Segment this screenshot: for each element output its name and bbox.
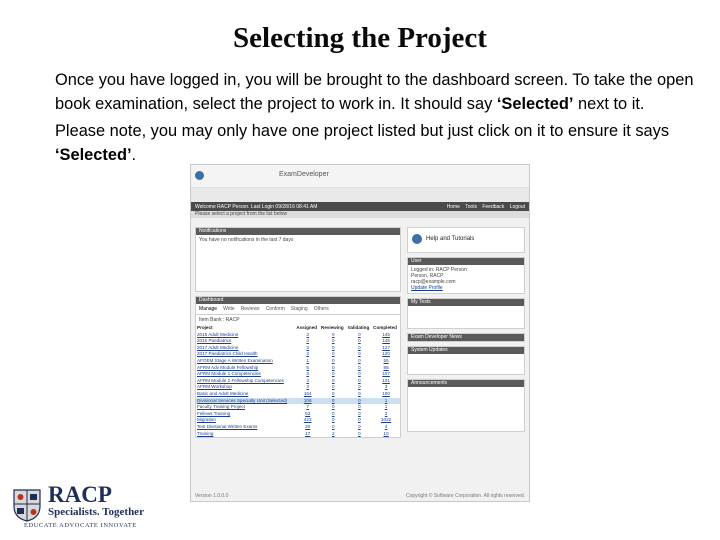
help-label: Help and Tutorials <box>426 236 475 242</box>
project-row[interactable] <box>196 404 400 411</box>
project-count[interactable]: 0 <box>358 351 361 357</box>
system-updates-body <box>408 354 524 374</box>
project-count[interactable]: 0 <box>331 331 335 337</box>
project-count[interactable]: 0 <box>331 371 335 377</box>
project-count[interactable]: 0 <box>331 338 335 344</box>
footer-copyright: Copyright © Software Corporation. All rights reserved. <box>405 493 525 499</box>
my-tests-header: My Tests <box>408 299 524 306</box>
project-row[interactable] <box>196 338 400 345</box>
user-line: racp@example.com <box>411 279 456 285</box>
notifications-body: You have no notifications in the last 7 days <box>199 237 294 243</box>
project-count[interactable]: 3 <box>306 344 309 350</box>
project-name-link[interactable]: 2015 Paediatrics <box>197 338 232 344</box>
project-count[interactable]: 0 <box>358 364 361 370</box>
app-footer <box>195 493 525 499</box>
user-line: Person, RACP <box>411 273 444 279</box>
project-count[interactable]: 0 <box>358 384 361 390</box>
project-count[interactable]: 423 <box>303 417 312 423</box>
project-count[interactable]: 3 <box>306 331 309 337</box>
project-count[interactable]: 3 <box>384 384 388 390</box>
col-validating: Validating <box>347 325 370 330</box>
table-header-row <box>196 325 400 332</box>
project-count[interactable]: 1 <box>384 404 388 410</box>
project-count[interactable]: 5 <box>306 364 309 370</box>
update-profile-link[interactable]: Update Profile <box>411 285 443 291</box>
project-name-link[interactable]: Test Divisional Written Exams <box>197 423 258 429</box>
tab-staging[interactable]: Staging <box>290 306 308 312</box>
announcements-body <box>408 387 524 431</box>
project-name-link[interactable]: Training <box>197 430 214 436</box>
paragraph-1: Once you have logged in, you will be brought to the dashboard screen. To take the open book examination, select the project to work in. It should say ‘Selected’ next to it. <box>55 71 694 113</box>
project-count[interactable]: 20 <box>305 423 311 429</box>
tab-manage[interactable]: Manage <box>199 306 218 312</box>
project-row[interactable] <box>196 345 400 352</box>
project-count[interactable]: 3 <box>306 377 309 383</box>
project-count[interactable]: 100 <box>382 390 390 396</box>
dashboard-panel <box>195 296 401 438</box>
nav-feedback[interactable]: Feedback <box>482 204 505 210</box>
project-count[interactable]: 145 <box>382 331 390 337</box>
project-name-link[interactable]: Basic and Adult Medicine <box>197 390 249 396</box>
project-count[interactable]: 3 <box>306 351 309 357</box>
project-count[interactable]: 0 <box>358 390 361 396</box>
item-bank-label: Item Bank : RACP <box>199 317 240 323</box>
project-name-link[interactable]: Fellows Training <box>197 410 231 416</box>
project-name-link[interactable]: 2017 Adult Medicine <box>197 344 239 350</box>
project-count[interactable]: 0 <box>331 357 335 363</box>
user-body <box>408 265 524 293</box>
project-count[interactable]: 1 <box>372 398 400 405</box>
project-name-link[interactable]: AFOEM Stage A Written Examination <box>197 357 273 363</box>
project-count[interactable]: 145 <box>382 338 390 344</box>
dashboard-tabs <box>196 304 400 315</box>
project-count[interactable]: 55 <box>383 357 389 363</box>
project-count[interactable]: 0 <box>358 430 361 436</box>
project-row[interactable] <box>196 398 400 405</box>
project-row[interactable] <box>196 424 400 431</box>
system-updates-panel <box>407 346 525 375</box>
project-count[interactable]: 0 <box>331 423 335 429</box>
logo-tagline: Specialists. Together <box>48 506 144 518</box>
project-count[interactable]: 106 <box>295 398 319 405</box>
project-row[interactable] <box>196 411 400 418</box>
nav-home[interactable]: Home <box>446 204 460 210</box>
project-count[interactable]: 0 <box>358 371 361 377</box>
project-name-link[interactable]: AFRM Adv Module Fellowship <box>197 364 259 370</box>
project-count[interactable]: 0 <box>331 377 335 383</box>
dashboard-header: Dashboard <box>196 297 400 304</box>
project-name-link[interactable]: AFRM Workshop <box>197 384 232 390</box>
project-count[interactable]: 4 <box>384 423 388 429</box>
project-name-link[interactable]: AFRM Module 1 Competencies <box>197 371 261 377</box>
system-updates-header: System Updates <box>408 347 524 354</box>
project-count[interactable]: 0 <box>358 331 361 337</box>
project-row[interactable] <box>196 358 400 365</box>
user-panel <box>407 257 525 294</box>
app-topbar <box>191 165 529 188</box>
project-count[interactable]: 3 <box>306 384 309 390</box>
project-name-link[interactable]: 2017 Paediatrics Child Health <box>197 351 258 357</box>
project-row[interactable] <box>196 371 400 378</box>
project-row[interactable] <box>196 332 400 339</box>
tab-write[interactable]: Write <box>223 306 235 312</box>
project-count[interactable]: 3 <box>306 338 309 344</box>
tab-reviews[interactable]: Reviews <box>240 306 260 312</box>
project-count[interactable]: 7 <box>306 404 309 410</box>
col-project: Project <box>197 325 213 330</box>
project-count[interactable]: 0 <box>331 410 335 416</box>
project-count[interactable]: 0 <box>358 377 361 383</box>
project-count[interactable]: 1022 <box>380 417 392 423</box>
project-row[interactable] <box>196 391 400 398</box>
project-count[interactable]: 3 <box>306 371 309 377</box>
project-name-link[interactable]: Migration <box>197 417 216 423</box>
project-row[interactable] <box>196 417 400 424</box>
tab-conform[interactable]: Conform <box>265 306 285 312</box>
my-tests-body <box>408 306 524 328</box>
project-count[interactable]: 0 <box>331 344 335 350</box>
project-count[interactable]: 0 <box>358 410 361 416</box>
project-count[interactable]: 88 <box>383 364 389 370</box>
project-count[interactable]: 0 <box>358 404 361 410</box>
project-count[interactable]: 0 <box>331 364 335 370</box>
project-count[interactable]: 120 <box>382 351 390 357</box>
notifications-panel <box>195 227 401 292</box>
project-count[interactable]: 101 <box>382 377 390 383</box>
project-count[interactable]: 53 <box>305 410 311 416</box>
project-count[interactable]: 3 <box>384 410 388 416</box>
user-line: Logged in: RACP Person <box>411 267 467 273</box>
racp-crest-icon <box>10 486 44 522</box>
col-reviewing: Reviewing <box>320 325 344 330</box>
project-count[interactable]: 164 <box>303 390 312 396</box>
project-row[interactable] <box>196 365 400 372</box>
project-row[interactable] <box>196 384 400 391</box>
user-header: User <box>408 258 524 265</box>
nav-links <box>447 204 525 210</box>
nav-tools[interactable]: Tools <box>465 204 477 210</box>
project-count[interactable]: 0 <box>347 398 373 405</box>
project-name-link[interactable]: Faculty Training Project <box>197 404 245 410</box>
project-count[interactable]: 0 <box>358 357 361 363</box>
logo-name: RACP <box>48 482 112 507</box>
projects-table <box>196 325 400 437</box>
help-tutorials-button[interactable] <box>407 227 525 253</box>
project-count[interactable]: 0 <box>331 351 335 357</box>
notifications-header: Notifications <box>196 228 400 235</box>
project-name-link[interactable]: AFRM Module 2 Fellowship Competencies <box>197 377 284 383</box>
project-count[interactable]: 0 <box>320 398 347 405</box>
project-count[interactable]: 0 <box>358 417 361 423</box>
project-count[interactable]: 0 <box>331 404 335 410</box>
app-logo-icon <box>195 171 204 180</box>
project-row[interactable] <box>196 351 400 358</box>
slide-body <box>55 68 695 170</box>
nav-logout[interactable]: Logout <box>509 204 525 210</box>
announcements-header: Announcements <box>408 380 524 387</box>
announcements-panel <box>407 379 525 432</box>
project-count[interactable]: 0 <box>358 344 361 350</box>
project-count[interactable]: 0 <box>331 390 335 396</box>
project-count[interactable]: 1 <box>306 357 309 363</box>
logo-subtagline: EDUCATE ADVOCATE INNOVATE <box>24 522 137 529</box>
project-count[interactable]: 0 <box>358 338 361 344</box>
project-row[interactable] <box>196 431 400 438</box>
instruction-bar: Please select a project from the list below <box>191 211 529 218</box>
project-count[interactable]: 17 <box>305 430 311 436</box>
col-completed: Completed <box>373 325 397 330</box>
project-count[interactable]: 10 <box>383 430 389 436</box>
welcome-text: Welcome RACP Person. Last Login 09/28/16 08:41 AM <box>195 204 318 210</box>
tab-others[interactable]: Others <box>313 306 329 312</box>
paragraph-2: Please note, you may only have one project listed but just click on it to ensure it says ‘Selected’. <box>55 122 670 164</box>
news-panel <box>407 333 525 342</box>
dashboard-screenshot <box>190 164 530 502</box>
slide-title: Selecting the Project <box>233 22 487 54</box>
project-count[interactable]: 127 <box>382 344 390 350</box>
project-count[interactable]: 0 <box>358 423 361 429</box>
project-count[interactable]: 0 <box>331 417 335 423</box>
project-count[interactable]: 107 <box>382 371 390 377</box>
col-assigned: Assigned <box>296 325 318 330</box>
banner <box>191 188 529 202</box>
project-row[interactable] <box>196 378 400 385</box>
project-name-link[interactable]: 2015 Adult Medicine <box>197 331 239 337</box>
footer-version: Version 1.0.0.0 <box>195 493 229 499</box>
my-tests-panel <box>407 298 525 329</box>
racp-logo <box>10 484 160 532</box>
help-icon <box>412 234 422 244</box>
project-name-link[interactable]: Divisional Services Specialty Unit (Selected) <box>196 398 295 405</box>
app-name: ExamDeveloper <box>279 171 329 178</box>
navbar <box>191 202 529 211</box>
project-count[interactable]: 0 <box>331 384 335 390</box>
news-header: Exam Developer News <box>408 334 524 341</box>
project-count[interactable]: 2 <box>331 430 335 436</box>
